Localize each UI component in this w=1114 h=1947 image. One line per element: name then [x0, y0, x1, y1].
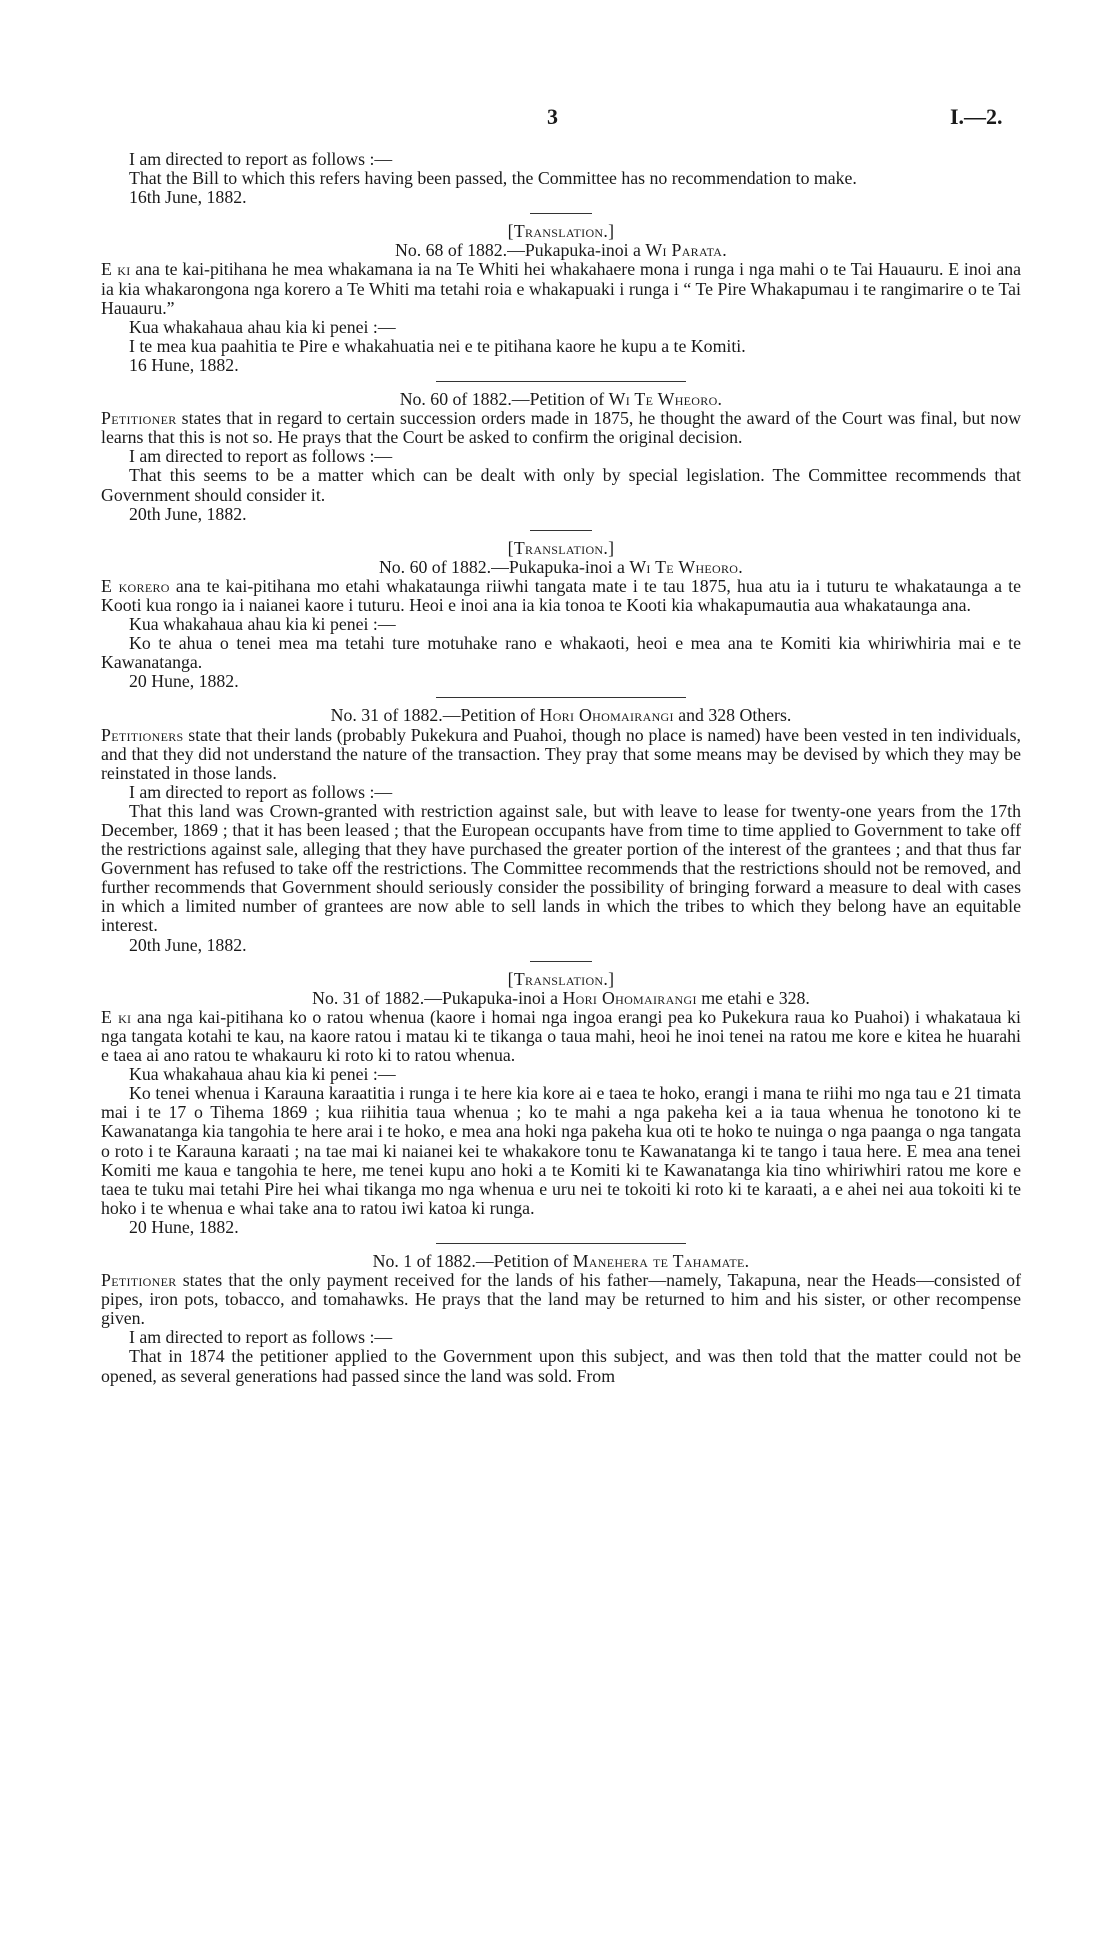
petition-title	[101, 989, 1021, 1008]
translation-label: [Translation.]	[507, 221, 615, 242]
petition-title	[101, 558, 1021, 577]
report-date: 20th June, 1882.	[129, 503, 247, 524]
report-intro: I am directed to report as follows :—	[129, 446, 393, 467]
petition-summary-text: ana te kai-pitihana he mea whakamana ia na Te Whiti hei whakahaere mona i runga i nga mahi o te Tai Hauauru. E inoi ana ia kia whakarongona nga korero a Te Whiti ma tetahi roia e whakapuaki i runga i “ Te Pire Whakapumau i te rangimarire o te Tai Hauauru.”	[101, 259, 1021, 318]
report-intro: Kua whakahaua ahau kia ki penei :—	[129, 614, 396, 635]
petition-title-text: No. 31 of 1882.—Pukapuka-inoi a	[312, 987, 563, 1008]
report-date: 20th June, 1882.	[129, 934, 247, 955]
report-intro: I am directed to report as follows :—	[129, 149, 393, 169]
report-text: I te mea kua paahitia te Pire e whakahuatia nei e te pitihana kaore he kupu a te Komiti.	[129, 335, 746, 356]
report-intro: I am directed to report as follows :—	[129, 1327, 393, 1348]
section-divider	[530, 961, 592, 962]
petition-summary-text: states that the only payment received for the lands of his father—namely, Takapuna, near the Heads—consisted of pipes, iron pots, tobacco, and tomahawks. He prays that the land may be returned to him and his sister, or other recompense given.	[101, 1270, 1021, 1329]
report-text: Ko te ahua o tenei mea ma tetahi ture motuhake rano e whakaoti, heoi e mea ana te Komiti kia whiriwhiria mai e te Kawanatanga.	[101, 633, 1021, 673]
report-intro: Kua whakahaua ahau kia ki penei :—	[129, 1064, 396, 1085]
page-number: 3	[547, 104, 558, 129]
report-text: That the Bill to which this refers having been passed, the Committee has no recommendation to make.	[129, 168, 857, 189]
petition-title	[101, 390, 1021, 409]
petition-lead: Petitioner	[101, 408, 177, 429]
petition-title-text: No. 31 of 1882.—Petition of	[330, 705, 540, 726]
report-text: That in 1874 the petitioner applied to the Government upon this subject, and was then told that the matter could not be opened, as several generations had passed since the land was sold. From	[101, 1346, 1021, 1386]
section-divider	[436, 1243, 686, 1244]
report-text: Ko tenei whenua i Karauna karaatitia i runga i te here kia kore ai e taea te hoko, erangi i mana te riihi mo nga tau e 21 timata mai i te 17 o Tihema 1869 ; kua riihitia taua whenua ; ko te mahi a nga pakeha kei a ia taua whenua he tonotono ki te Kawanatanga kia tangohia te here arai i te hoko, e mea ana hoki nga pakeha kua oti te hoko te nuinga o nga paanga o nga tangata o roto i te Karauna karaati ; na tae mai ki naianei kei te whakakore tonu te Kawanatanga ki te tango i taua here. E mea ana tenei Komiti me kaua e tangohia te here, me tenei kupu ano hoki a te Komiti ki te Kawanatanga kia tino whiriwhiri ratou me kore e taea te tuku mai tetahi Pire hei whai tikanga mo nga whenua e uru nei te tokoiti ki roto ki te karaati, a e ahei nei aua tokoiti ki te hoko i te whenua e whai take ana to ratou iwi katoa ki runga.	[101, 1083, 1021, 1218]
petition-title	[101, 1252, 1021, 1271]
petition-summary-text: state that their lands (probably Pukekura and Puahoi, though no place is named) have been vested in ten individuals, and that they did not understand the nature of the transaction. They pray that some means may be devised by which they may be reinstated in those lands.	[101, 724, 1021, 783]
petition-title-tail: and 328 Others.	[673, 705, 792, 726]
report-date: 16th June, 1882.	[129, 187, 247, 208]
petitioner-name: Hori Ohomairangi	[562, 987, 697, 1008]
petition-lead: E ki	[101, 259, 131, 280]
petition-lead: Petitioners	[101, 724, 184, 745]
petition-summary	[101, 409, 1021, 447]
petition-summary	[101, 577, 1021, 615]
petitioner-name: Manehera te Tahamate.	[572, 1250, 750, 1271]
translation-label: [Translation.]	[507, 968, 615, 989]
report-intro: Kua whakahaua ahau kia ki penei :—	[129, 316, 396, 337]
petition-lead: Petitioner	[101, 1270, 177, 1291]
report-text: That this land was Crown-granted with restriction against sale, but with leave to lease for twenty-one years from the 17th December, 1869 ; that it has been leased ; that the European occupants have from time to time applied to Government to take off the restrictions against sale, alleging that they have purchased the greater portion of the interest of the grantees ; and that thus far Government has refused to take off the restrictions. The Committee recommends that the restrictions should not be removed, and further recommends that Government should seriously consider the possibility of bringing forward a measure to deal with cases in which a limited number of grantees are now able to sell lands in which the tribes to which they belong have an equitable interest.	[101, 800, 1021, 936]
petitioner-name: Hori Ohomairangi	[539, 705, 674, 726]
report-intro: I am directed to report as follows :—	[129, 781, 393, 802]
petition-title	[101, 241, 1021, 260]
section-divider	[436, 697, 686, 698]
report-date: 20 Hune, 1882.	[129, 671, 239, 692]
petition-lead: E korero	[101, 575, 170, 596]
section-divider	[530, 530, 592, 531]
petition-summary-text: ana te kai-pitihana mo etahi whakataunga riiwhi tangata mate i te tau 1875, hua atu ia i tuturu te whakataunga a te Kooti kua rongo ia i naianei kaore i tuturu. Heoi e inoi ana ia kia tonoa te Kooti kia whakapumautia aua whakataunga ana.	[101, 575, 1021, 615]
petition-lead: E ki	[101, 1006, 132, 1027]
petitioner-name: Wi Parata.	[645, 240, 727, 261]
page-header	[0, 104, 1114, 134]
document-reference: I.—2.	[950, 104, 1003, 129]
report-date: 20 Hune, 1882.	[129, 1216, 239, 1237]
petition-summary-text: states that in regard to certain succession orders made in 1875, he thought the award of the Court was final, but now learns that this is not so. He prays that the Court be asked to confirm the original decision.	[101, 408, 1021, 448]
petition-summary	[101, 726, 1021, 783]
petition-title-text: No. 60 of 1882.—Pukapuka-inoi a	[378, 556, 630, 577]
petitioner-name: Wi Te Wheoro.	[608, 389, 723, 410]
petition-title-text: No. 1 of 1882.—Petition of	[372, 1250, 573, 1271]
petition-title-text: No. 68 of 1882.—Pukapuka-inoi a	[395, 240, 646, 261]
petition-summary	[101, 260, 1021, 317]
petitioner-name: Wi Te Wheoro.	[629, 556, 744, 577]
translation-label: [Translation.]	[507, 537, 615, 558]
petition-summary	[101, 1271, 1021, 1328]
petition-title-tail: me etahi e 328.	[696, 987, 810, 1008]
section-divider	[530, 213, 592, 214]
petition-summary	[101, 1008, 1021, 1065]
petition-title	[101, 706, 1021, 725]
petition-title-text: No. 60 of 1882.—Petition of	[399, 389, 609, 410]
section-divider	[436, 381, 686, 382]
report-text: That this seems to be a matter which can be dealt with only by special legislation. The Committee recommends that Government should consider it.	[101, 465, 1021, 505]
report-date: 16 Hune, 1882.	[129, 354, 239, 375]
document-body	[101, 150, 1021, 1386]
petition-summary-text: ana nga kai-pitihana ko o ratou whenua (kaore i homai nga ingoa erangi pea ko Pukekura raua ko Puahoi) i whakataua ki nga tangata kotahi te kau, na kaore ratou i matau ki te tikanga o taua mahi, heoi he inoi tenei na ratou me kore e kitea he huarahi e taea ai ano ratou te whakauru ki roto ki to ratou whenua.	[101, 1006, 1021, 1066]
